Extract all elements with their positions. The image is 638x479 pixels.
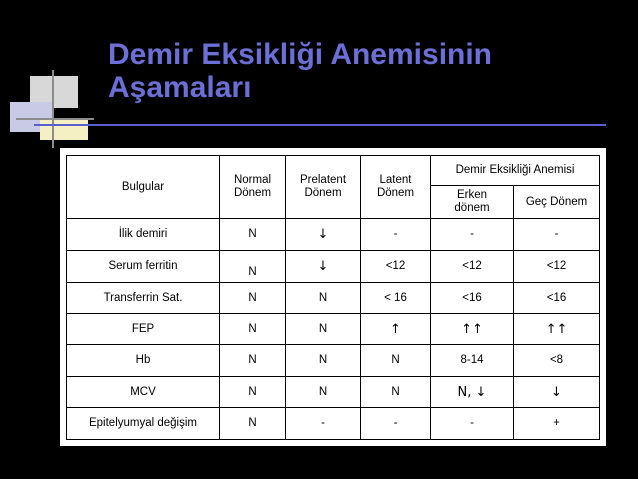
table-cell: N: [361, 377, 431, 408]
slide-title-line-1: Demir Eksikliği Anemisinin: [108, 38, 493, 71]
header-dea: Demir Eksikliği Anemisi: [431, 156, 600, 186]
table-cell: N, ↓: [431, 377, 514, 408]
slide-title-line-2: Aşamaları: [108, 71, 252, 104]
table-cell: -: [431, 219, 514, 251]
table-cell: N: [286, 283, 361, 314]
header-erken: Erken dönem: [431, 186, 514, 219]
table-row: [67, 408, 600, 440]
table-row: [67, 219, 600, 251]
table-cell: <8: [514, 345, 600, 377]
decor-square-cream: [40, 118, 88, 140]
stages-table: [66, 155, 600, 440]
row-label: Transferrin Sat.: [67, 283, 220, 314]
table-cell: -: [514, 219, 600, 251]
table-cell: N: [220, 283, 286, 314]
table-cell: ↑↑: [514, 314, 600, 345]
table-row: [67, 345, 600, 377]
header-latent: Latent Dönem: [361, 156, 431, 219]
table-cell: ↑: [361, 314, 431, 345]
table-cell: -: [286, 408, 361, 440]
row-label: İlik demiri: [67, 219, 220, 251]
table-cell: N: [286, 377, 361, 408]
table-cell: +: [514, 408, 600, 440]
table-cell: <12: [431, 251, 514, 283]
table-cell: N: [286, 314, 361, 345]
table-row: [67, 314, 600, 345]
table-cell: N: [220, 345, 286, 377]
table-cell: N: [361, 345, 431, 377]
table-cell: ↓: [286, 219, 361, 251]
row-label: Epitelyumyal değişim: [67, 408, 220, 440]
table-cell: N: [286, 345, 361, 377]
row-label: MCV: [67, 377, 220, 408]
table-cell: < 16: [361, 283, 431, 314]
row-label: FEP: [67, 314, 220, 345]
decor-horizontal-line: [16, 118, 94, 120]
table-cell: ↓: [286, 251, 361, 283]
table-cell: -: [431, 408, 514, 440]
table-cell: ↓: [514, 377, 600, 408]
table-cell: N: [220, 408, 286, 440]
row-label: Hb: [67, 345, 220, 377]
row-label: Serum ferritin: [67, 251, 220, 283]
table-cell: N: [220, 314, 286, 345]
table-row: [67, 283, 600, 314]
header-prelatent: Prelatent Dönem: [286, 156, 361, 219]
table-cell: ↑↑: [431, 314, 514, 345]
table-cell: 8-14: [431, 345, 514, 377]
title-underline: [34, 124, 606, 126]
header-bulgular: Bulgular: [67, 156, 220, 219]
header-gec: Geç Dönem: [514, 186, 600, 219]
table-cell: N: [220, 219, 286, 251]
slide-title: [108, 38, 608, 104]
table-cell: <12: [514, 251, 600, 283]
table-cell: -: [361, 408, 431, 440]
table-cell: <12: [361, 251, 431, 283]
table-cell: -: [361, 219, 431, 251]
header-normal: Normal Dönem: [220, 156, 286, 219]
table-cell: <16: [431, 283, 514, 314]
table-cell: N: [220, 251, 286, 283]
table-row: [67, 251, 600, 283]
table-panel: [60, 148, 606, 446]
table-cell: N: [220, 377, 286, 408]
table-row: [67, 377, 600, 408]
table-cell: <16: [514, 283, 600, 314]
decor-vertical-line: [52, 70, 54, 148]
